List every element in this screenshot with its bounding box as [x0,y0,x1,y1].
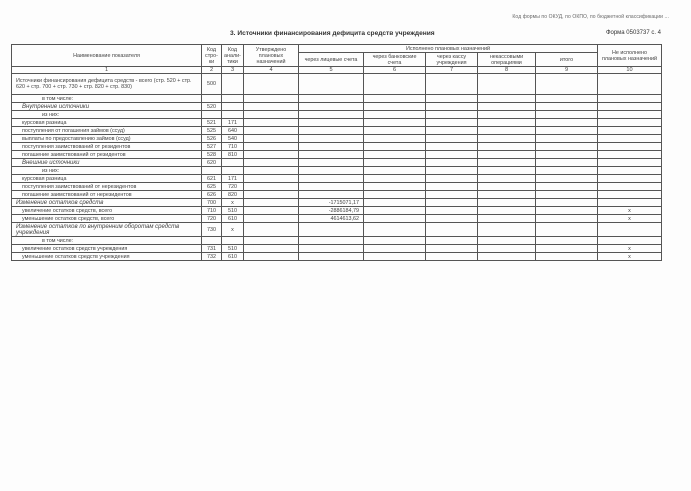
row-bank-accounts [364,159,426,167]
row-personal-accounts [299,253,364,261]
table-row [12,167,662,175]
row-name: увеличение остатков средств учреждения [12,245,202,253]
form-top-note: Код формы по ОКУД, по ОКПО, по бюджетной классификации ... [512,14,669,20]
row-name: в том числе: [12,95,202,103]
row-approved [244,215,299,223]
form-code: Форма 0503737 с. 4 [605,30,661,36]
row-noncash [478,199,536,207]
row-total [536,159,598,167]
col-num-5: 5 [299,67,364,74]
col-num-9: 9 [536,67,598,74]
row-approved [244,191,299,199]
row-cash [426,199,478,207]
row-approved [244,119,299,127]
row-cash [426,103,478,111]
row-cash [426,143,478,151]
table-row [12,111,662,119]
row-unexecuted [598,74,662,95]
section-title: 3. Источники финансирования дефицита средств учреждения [230,30,435,37]
row-name: Внешние источники [12,159,202,167]
row-cash [426,151,478,159]
row-bank-accounts [364,253,426,261]
row-analytic: 171 [222,175,244,183]
row-personal-accounts: -1715071,17 [299,199,364,207]
row-noncash [478,191,536,199]
row-bank-accounts [364,207,426,215]
row-noncash [478,151,536,159]
row-total [536,74,598,95]
row-bank-accounts [364,135,426,143]
row-approved [244,151,299,159]
row-approved [244,95,299,103]
row-noncash [478,183,536,191]
table-row [12,199,662,207]
row-personal-accounts [299,143,364,151]
row-unexecuted: x [598,245,662,253]
financing-sources-table [11,44,662,261]
row-analytic: 610 [222,253,244,261]
row-bank-accounts [364,223,426,237]
row-noncash [478,143,536,151]
row-noncash [478,253,536,261]
row-unexecuted: x [598,253,662,261]
row-cash [426,95,478,103]
row-analytic [222,167,244,175]
row-total [536,119,598,127]
row-total [536,253,598,261]
table-row [12,143,662,151]
row-noncash [478,135,536,143]
row-noncash [478,207,536,215]
row-total [536,175,598,183]
row-analytic [222,159,244,167]
row-unexecuted [598,175,662,183]
row-noncash [478,127,536,135]
row-code: 620 [202,159,222,167]
table-body [12,74,662,261]
row-name: из них: [12,167,202,175]
row-personal-accounts [299,183,364,191]
row-code [202,111,222,119]
col-num-1: 1 [12,67,202,74]
row-code: 525 [202,127,222,135]
row-approved [244,127,299,135]
header-analytic: Код анали- тики [222,45,244,67]
row-name: курсовая разница [12,119,202,127]
table-row [12,135,662,143]
row-bank-accounts [364,245,426,253]
table-row [12,175,662,183]
row-analytic: 810 [222,151,244,159]
row-bank-accounts [364,183,426,191]
row-cash [426,74,478,95]
row-analytic: 720 [222,183,244,191]
row-analytic: 510 [222,245,244,253]
row-total [536,237,598,245]
row-name: выплаты по предоставлению займов (ссуд) [12,135,202,143]
row-analytic: 710 [222,143,244,151]
row-approved [244,74,299,95]
table-row [12,237,662,245]
row-approved [244,207,299,215]
row-total [536,143,598,151]
col-num-4: 4 [244,67,299,74]
row-code [202,237,222,245]
row-name: поступления от погашения займов (ссуд) [12,127,202,135]
row-bank-accounts [364,95,426,103]
row-approved [244,237,299,245]
row-personal-accounts [299,74,364,95]
header-cash: через кассу учреждения [426,53,478,67]
table-row [12,207,662,215]
table-row [12,74,662,95]
row-personal-accounts [299,111,364,119]
row-total [536,191,598,199]
row-code: 527 [202,143,222,151]
table-row [12,127,662,135]
row-personal-accounts [299,95,364,103]
row-noncash [478,167,536,175]
row-personal-accounts [299,103,364,111]
row-total [536,111,598,119]
row-approved [244,143,299,151]
row-cash [426,245,478,253]
row-name: поступления заимствований от резидентов [12,143,202,151]
table-row [12,223,662,237]
row-personal-accounts [299,135,364,143]
row-code: 710 [202,207,222,215]
row-unexecuted [598,199,662,207]
row-name: Изменение остатков средств [12,199,202,207]
row-noncash [478,103,536,111]
row-cash [426,127,478,135]
row-code: 700 [202,199,222,207]
row-unexecuted [598,223,662,237]
row-code: 500 [202,74,222,95]
row-analytic [222,95,244,103]
table-row [12,253,662,261]
row-total [536,95,598,103]
header-approved: Утверждено плановых назначений [244,45,299,67]
row-cash [426,175,478,183]
row-personal-accounts [299,191,364,199]
table-row [12,191,662,199]
row-total [536,151,598,159]
row-code: 520 [202,103,222,111]
header-code: Код стро- ки [202,45,222,67]
table-row [12,95,662,103]
row-bank-accounts [364,237,426,245]
row-code [202,167,222,175]
row-total [536,135,598,143]
row-unexecuted [598,151,662,159]
row-personal-accounts: 4614613,62 [299,215,364,223]
row-personal-accounts [299,119,364,127]
row-analytic: 171 [222,119,244,127]
row-noncash [478,74,536,95]
row-approved [244,199,299,207]
row-analytic [222,237,244,245]
row-approved [244,159,299,167]
row-analytic [222,103,244,111]
row-noncash [478,111,536,119]
row-bank-accounts [364,103,426,111]
header-bank-accounts: через банковские счета [364,53,426,67]
row-analytic: x [222,223,244,237]
row-bank-accounts [364,119,426,127]
row-unexecuted [598,119,662,127]
row-bank-accounts [364,167,426,175]
row-total [536,245,598,253]
row-analytic: 820 [222,191,244,199]
row-noncash [478,215,536,223]
row-cash [426,237,478,245]
row-code: 528 [202,151,222,159]
row-name: курсовая разница [12,175,202,183]
row-unexecuted [598,191,662,199]
row-approved [244,175,299,183]
row-cash [426,167,478,175]
row-code: 621 [202,175,222,183]
header-personal-accounts: через лицевые счета [299,53,364,67]
row-total [536,223,598,237]
header-noncash: некассовыми операциями [478,53,536,67]
row-name: погашение заимствований от резидентов [12,151,202,159]
row-code: 626 [202,191,222,199]
row-personal-accounts: -2886184,79 [299,207,364,215]
row-noncash [478,119,536,127]
row-total [536,183,598,191]
row-name: Изменение остатков по внутренним оборотам средств учреждения [12,223,202,237]
row-noncash [478,159,536,167]
row-bank-accounts [364,111,426,119]
table-row [12,151,662,159]
row-bank-accounts [364,215,426,223]
row-bank-accounts [364,127,426,135]
row-cash [426,135,478,143]
row-personal-accounts [299,223,364,237]
row-analytic: 640 [222,127,244,135]
table-row [12,103,662,111]
row-code [202,95,222,103]
row-code: 731 [202,245,222,253]
row-code: 720 [202,215,222,223]
row-bank-accounts [364,143,426,151]
row-analytic [222,74,244,95]
row-unexecuted [598,159,662,167]
row-name: Источники финансирования дефицита средств - всего (стр. 520 + стр. 620 + стр. 700 + стр. 730 + стр. 820 + стр. 830) [12,74,202,95]
table-row [12,215,662,223]
row-bank-accounts [364,199,426,207]
col-num-8: 8 [478,67,536,74]
row-code: 521 [202,119,222,127]
row-noncash [478,237,536,245]
row-total [536,127,598,135]
row-name: погашение заимствований от нерезидентов [12,191,202,199]
row-unexecuted [598,143,662,151]
row-noncash [478,95,536,103]
row-personal-accounts [299,237,364,245]
row-cash [426,159,478,167]
col-num-2: 2 [202,67,222,74]
row-noncash [478,245,536,253]
row-approved [244,135,299,143]
row-approved [244,223,299,237]
row-name: уменьшение остатков средств учреждения [12,253,202,261]
row-bank-accounts [364,191,426,199]
row-name: уменьшение остатков средств, всего [12,215,202,223]
row-unexecuted [598,95,662,103]
row-code: 625 [202,183,222,191]
row-personal-accounts [299,127,364,135]
row-approved [244,103,299,111]
row-cash [426,207,478,215]
row-approved [244,111,299,119]
row-cash [426,183,478,191]
row-bank-accounts [364,151,426,159]
row-total [536,103,598,111]
header-unexecuted: Не исполнено плановых назначений [598,45,662,67]
row-personal-accounts [299,167,364,175]
row-analytic: x [222,199,244,207]
row-analytic: 610 [222,215,244,223]
row-code: 730 [202,223,222,237]
row-name: поступления заимствований от нерезидентов [12,183,202,191]
col-num-7: 7 [426,67,478,74]
table-row [12,245,662,253]
row-bank-accounts [364,74,426,95]
row-analytic: 510 [222,207,244,215]
row-unexecuted [598,127,662,135]
row-name: в том числе: [12,237,202,245]
row-unexecuted [598,167,662,175]
row-name: Внутренние источники [12,103,202,111]
row-total [536,199,598,207]
row-total [536,167,598,175]
row-noncash [478,223,536,237]
row-unexecuted: x [598,215,662,223]
row-code: 732 [202,253,222,261]
row-analytic: 540 [222,135,244,143]
row-code: 526 [202,135,222,143]
row-unexecuted [598,183,662,191]
row-unexecuted [598,135,662,143]
row-name: из них: [12,111,202,119]
row-cash [426,191,478,199]
table-row [12,119,662,127]
row-approved [244,167,299,175]
row-total [536,215,598,223]
row-cash [426,223,478,237]
col-num-6: 6 [364,67,426,74]
row-unexecuted: x [598,207,662,215]
row-unexecuted [598,237,662,245]
row-cash [426,253,478,261]
row-cash [426,119,478,127]
header-total: итого [536,53,598,67]
row-personal-accounts [299,159,364,167]
col-num-3: 3 [222,67,244,74]
row-name: увеличение остатков средств, всего [12,207,202,215]
row-cash [426,111,478,119]
row-approved [244,245,299,253]
row-cash [426,215,478,223]
row-unexecuted [598,103,662,111]
row-personal-accounts [299,245,364,253]
row-noncash [478,175,536,183]
table-row [12,183,662,191]
row-approved [244,253,299,261]
table-row [12,159,662,167]
row-total [536,207,598,215]
row-bank-accounts [364,175,426,183]
header-executed-group: Исполнено плановых назначений [299,45,598,53]
row-analytic [222,111,244,119]
row-unexecuted [598,111,662,119]
row-personal-accounts [299,151,364,159]
row-approved [244,183,299,191]
col-num-10: 10 [598,67,662,74]
header-name: Наименование показателя [12,45,202,67]
row-personal-accounts [299,175,364,183]
